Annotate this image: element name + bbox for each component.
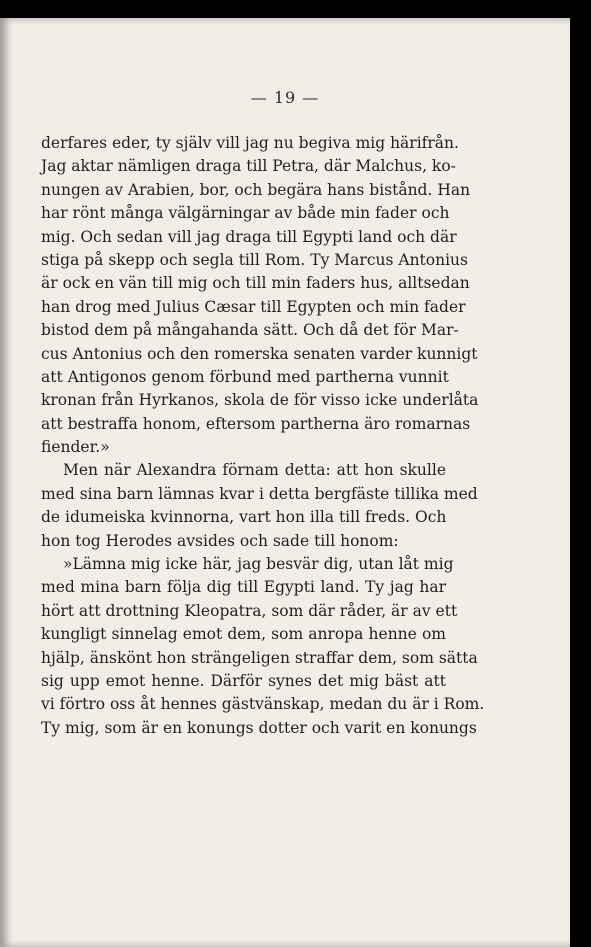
text-line: han drog med Julius Cæsar till Egypten och min fader <box>41 297 466 316</box>
text-line: mig. Och sedan vill jag draga till Egypti land och där <box>41 227 457 246</box>
text-line: hon tog Herodes avsides och sade till honom: <box>41 531 399 550</box>
text-line: nungen av Arabien, bor, och begära hans bistånd. Han <box>41 180 471 199</box>
book-page <box>0 18 570 947</box>
text-line: »Lämna mig icke här, jag besvär dig, utan låt mig <box>63 555 454 574</box>
text-line: bistod dem på mångahanda sätt. Och då det för Mar- <box>41 321 459 340</box>
text-line: är ock en vän till mig och till min faders hus, alltsedan <box>41 274 470 293</box>
text-line: sig upp emot henne. Därför synes det mig bäst att <box>41 671 446 690</box>
text-line: att Antigonos genom förbund med partherna vunnit <box>41 367 449 386</box>
text-line: vi förtro oss åt hennes gästvänskap, medan du är i Rom. <box>41 695 485 714</box>
text-line: hört att drottning Kleopatra, som där råder, är av ett <box>41 601 458 620</box>
text-line: Ty mig, som är en konungs dotter och varit en konungs <box>41 718 477 737</box>
text-line: att bestraffa honom, eftersom partherna äro romarnas <box>41 414 471 433</box>
text-line: har rönt många välgärningar av både min fader och <box>41 204 450 223</box>
text-line: med mina barn följa dig till Egypti land. Ty jag har <box>41 578 446 597</box>
text-line: stiga på skepp och segla till Rom. Ty Marcus Antonius <box>41 250 468 269</box>
page-number: — 19 — <box>250 88 320 107</box>
text-line: derfares eder, ty själv vill jag nu begiva mig härifrån. <box>41 134 459 152</box>
text-line: de idumeiska kvinnorna, vart hon illa till freds. Och <box>41 508 447 527</box>
scan-top-border <box>0 0 591 18</box>
text-line: cus Antonius och den romerska senaten varder kunnigt <box>41 344 478 363</box>
text-line: med sina barn lämnas kvar i detta bergfäste tillika med <box>41 484 478 503</box>
text-line: Men när Alexandra förnam detta: att hon skulle <box>63 461 446 480</box>
text-line: fiender.» <box>41 438 110 457</box>
body-text <box>41 132 485 740</box>
text-line: kronan från Hyrkanos, skola de för visso icke underlåta <box>41 391 479 410</box>
scan-right-border <box>570 0 591 947</box>
text-line: kungligt sinnelag emot dem, som anropa henne om <box>41 625 446 644</box>
text-line: hjälp, änskönt hon strängeligen straffar dem, som sätta <box>41 648 478 667</box>
text-line: Jag aktar nämligen draga till Petra, där Malchus, ko- <box>41 157 456 176</box>
